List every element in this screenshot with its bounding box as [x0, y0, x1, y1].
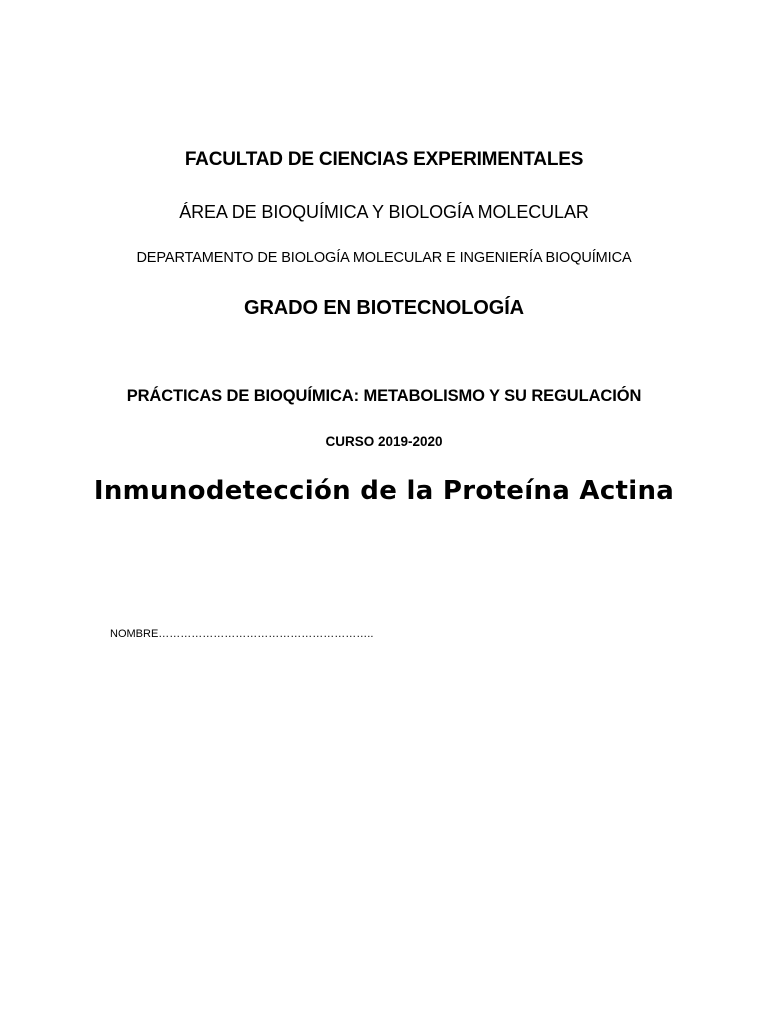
area-heading: ÁREA DE BIOQUÍMICA Y BIOLOGÍA MOLECULAR — [179, 202, 589, 222]
faculty-heading: FACULTAD DE CIENCIAS EXPERIMENTALES — [184, 149, 584, 170]
document-title: Inmunodetección de la Proteína Actina — [93, 476, 675, 506]
name-field: NOMBRE………………………………………………….. — [110, 628, 374, 640]
department-heading: DEPARTAMENTO DE BIOLOGÍA MOLECULAR E INGENIERÍA BIOQUÍMICA — [136, 250, 632, 266]
course-label: CURSO 2019-2020 — [325, 434, 443, 449]
practice-heading: PRÁCTICAS DE BIOQUÍMICA: METABOLISMO Y SU REGULACIÓN — [126, 387, 642, 405]
degree-heading: GRADO EN BIOTECNOLOGÍA — [243, 297, 525, 319]
